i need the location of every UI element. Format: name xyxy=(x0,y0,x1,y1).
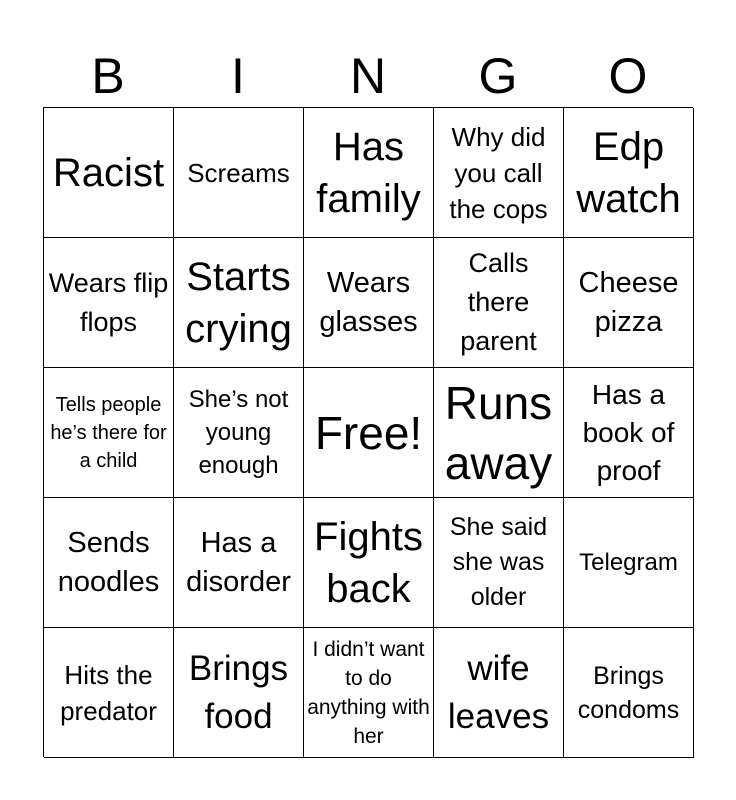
square-label: Runs away xyxy=(444,376,553,489)
bingo-square-r5c5[interactable] xyxy=(564,628,694,758)
square-label: She said she was older xyxy=(449,513,548,611)
bingo-square-r4c4[interactable] xyxy=(434,498,564,628)
square-label: Calls there parent xyxy=(460,248,537,356)
bingo-square-r2c4[interactable] xyxy=(434,238,564,368)
square-label: She’s not young enough xyxy=(188,386,289,479)
square-label: Sends noodles xyxy=(57,526,160,598)
header-letter-n: N xyxy=(349,48,387,104)
bingo-square-r1c3[interactable] xyxy=(304,108,434,238)
square-label: Tells people he’s there for a child xyxy=(50,393,167,472)
square-label: Brings condoms xyxy=(577,661,680,724)
bingo-square-r2c5[interactable] xyxy=(564,238,694,368)
square-label: Wears flip flops xyxy=(48,267,169,337)
bingo-square-r5c3[interactable] xyxy=(304,628,434,758)
header-letter-i: I xyxy=(231,48,245,104)
bingo-grid xyxy=(43,107,693,757)
square-label: Fights back xyxy=(314,514,423,611)
bingo-square-r4c5[interactable] xyxy=(564,498,694,628)
bingo-square-r1c1[interactable] xyxy=(44,108,174,238)
header-letter-b: B xyxy=(91,48,125,104)
square-label: Brings food xyxy=(188,648,289,736)
bingo-square-r5c4[interactable] xyxy=(434,628,564,758)
square-label: Starts crying xyxy=(185,254,292,351)
bingo-square-free[interactable] xyxy=(304,368,434,498)
bingo-square-r4c2[interactable] xyxy=(174,498,304,628)
bingo-square-r2c1[interactable] xyxy=(44,238,174,368)
free-space-label: Free! xyxy=(314,406,423,459)
square-label: Screams xyxy=(187,157,290,188)
bingo-square-r5c2[interactable] xyxy=(174,628,304,758)
bingo-square-r1c4[interactable] xyxy=(434,108,564,238)
bingo-square-r4c3[interactable] xyxy=(304,498,434,628)
bingo-square-r2c3[interactable] xyxy=(304,238,434,368)
bingo-square-r2c2[interactable] xyxy=(174,238,304,368)
bingo-square-r4c1[interactable] xyxy=(44,498,174,628)
header-letter-g: G xyxy=(478,48,518,104)
bingo-square-r3c1[interactable] xyxy=(44,368,174,498)
square-label: Telegram xyxy=(579,548,678,576)
square-label: Racist xyxy=(52,150,165,195)
square-label: Has a disorder xyxy=(186,526,291,598)
square-label: Why did you call the cops xyxy=(449,121,548,224)
bingo-square-r5c1[interactable] xyxy=(44,628,174,758)
square-label: Has family xyxy=(316,124,421,221)
square-label: Wears glasses xyxy=(319,266,418,338)
square-label: Cheese pizza xyxy=(578,266,679,338)
bingo-square-r3c4[interactable] xyxy=(434,368,564,498)
bingo-square-r1c2[interactable] xyxy=(174,108,304,238)
square-label: wife leaves xyxy=(447,648,550,736)
bingo-square-r3c2[interactable] xyxy=(174,368,304,498)
header-letter-o: O xyxy=(608,48,648,104)
bingo-square-r1c5[interactable] xyxy=(564,108,694,238)
bingo-square-r3c5[interactable] xyxy=(564,368,694,498)
bingo-header xyxy=(43,46,693,106)
square-label: Edp watch xyxy=(576,124,681,221)
square-label: Hits the predator xyxy=(60,659,157,726)
square-label: Has a book of proof xyxy=(582,378,675,486)
square-label: I didn’t want to do anything with her xyxy=(307,637,430,748)
